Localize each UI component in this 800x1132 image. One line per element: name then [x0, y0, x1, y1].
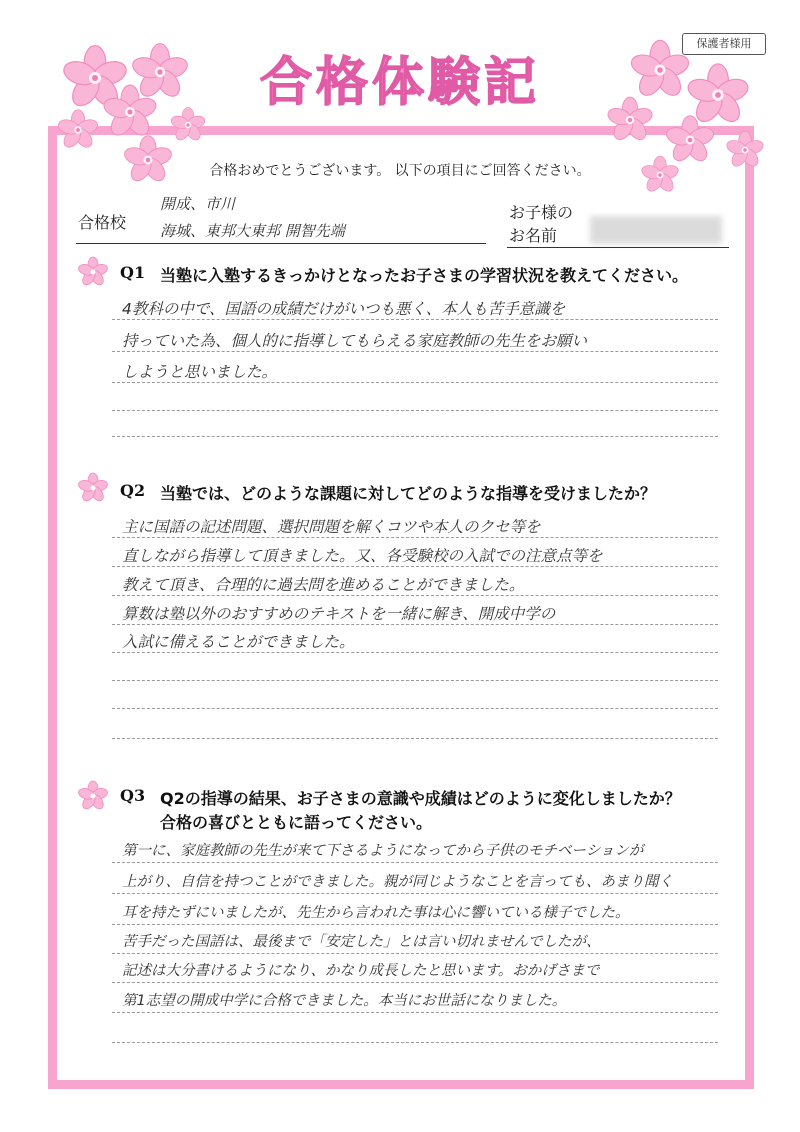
q3-rule: [112, 1042, 718, 1043]
q3-answer-line: 第1志望の開成中学に合格できました。本当にお世話になりました。: [122, 993, 567, 1009]
q3-answer-line: 上がり、自信を持つことができました。親が同じようなことを言っても、あまり聞く: [122, 874, 673, 890]
q2-rule: [112, 595, 718, 596]
q3-number: Q3: [120, 786, 146, 805]
audience-tag: 保護者様用: [682, 33, 766, 55]
q2-rule: [112, 624, 718, 625]
q1-answer-line: 4教科の中で、国語の成績だけがいつも悪く、本人も苦手意識を: [122, 300, 566, 318]
q1-rule: [112, 382, 718, 383]
q1-number: Q1: [120, 263, 146, 282]
q1-rule: [112, 410, 718, 411]
child-label-line1: お子様の: [509, 203, 574, 222]
intro-text: 合格おめでとうございます。 以下の項目にご回答ください。: [209, 163, 591, 179]
q2-rule: [112, 680, 718, 681]
q1-answer-line: しようと思いました。: [122, 363, 278, 381]
school-line-1: 開成、市川: [160, 195, 236, 213]
q2-answer-line: 教えて頂き、合理的に過去問を進めることができました。: [122, 576, 525, 594]
q2-answer-line: 主に国語の記述問題、選択問題を解くコツや本人のクセ等を: [122, 518, 541, 536]
q1-rule: [112, 319, 718, 320]
q1-answer-line: 持っていた為、個人的に指導してもらえる家庭教師の先生をお願い: [122, 332, 588, 350]
q1-rule: [112, 436, 718, 437]
q2-answer-line: 算数は塾以外のおすすめのテキストを一緒に解き、開成中学の: [122, 605, 556, 623]
q3-rule: [112, 953, 718, 954]
q2-rule: [112, 652, 718, 653]
q3-answer-line: 耳を持たずにいましたが、先生から言われた事は心に響いている様子でした。: [122, 905, 630, 921]
q3-question-line1: Q2の指導の結果、お子さまの意識や成績はどのように変化しましたか？: [160, 789, 681, 808]
child-underline: [507, 247, 729, 248]
q1-question: 当塾に入塾するきっかけとなったお子さまの学習状況を教えてください。: [160, 266, 689, 285]
q3-answer-line: 苦手だった国語は、最後まで「安定した」とは言い切れませんでしたが、: [122, 934, 601, 950]
q2-rule: [112, 537, 718, 538]
q3-rule: [112, 1012, 718, 1013]
school-line-2: 海城、東邦大東邦 開智先端: [160, 222, 345, 240]
q3-answer-line: 記述は大分書けるようになり、かなり成長したと思います。おかげさまで: [122, 963, 600, 979]
page-title: 合格体験記: [259, 53, 540, 113]
q3-rule: [112, 893, 718, 894]
q1-rule: [112, 351, 718, 352]
redacted-name: [590, 216, 722, 244]
q2-number: Q2: [120, 481, 146, 500]
school-label: 合格校: [78, 213, 127, 232]
child-label-line2: お名前: [509, 226, 558, 245]
school-underline: [76, 243, 486, 244]
q2-answer-line: 入試に備えることができました。: [122, 633, 355, 651]
q3-rule: [112, 862, 718, 863]
q2-question: 当塾では、どのような課題に対してどのような指導を受けましたか？: [160, 484, 657, 503]
q3-rule: [112, 982, 718, 983]
q2-rule: [112, 708, 718, 709]
q2-rule: [112, 566, 718, 567]
q3-question-line2: 合格の喜びとともに語ってください。: [160, 813, 433, 832]
q3-rule: [112, 924, 718, 925]
q2-answer-line: 直しながら指導して頂きました。又、各受験校の入試での注意点等を: [122, 547, 603, 565]
q3-answer-line: 第一に、家庭教師の先生が来て下さるようになってから子供のモチベーションが: [122, 843, 644, 859]
q2-rule: [112, 738, 718, 739]
